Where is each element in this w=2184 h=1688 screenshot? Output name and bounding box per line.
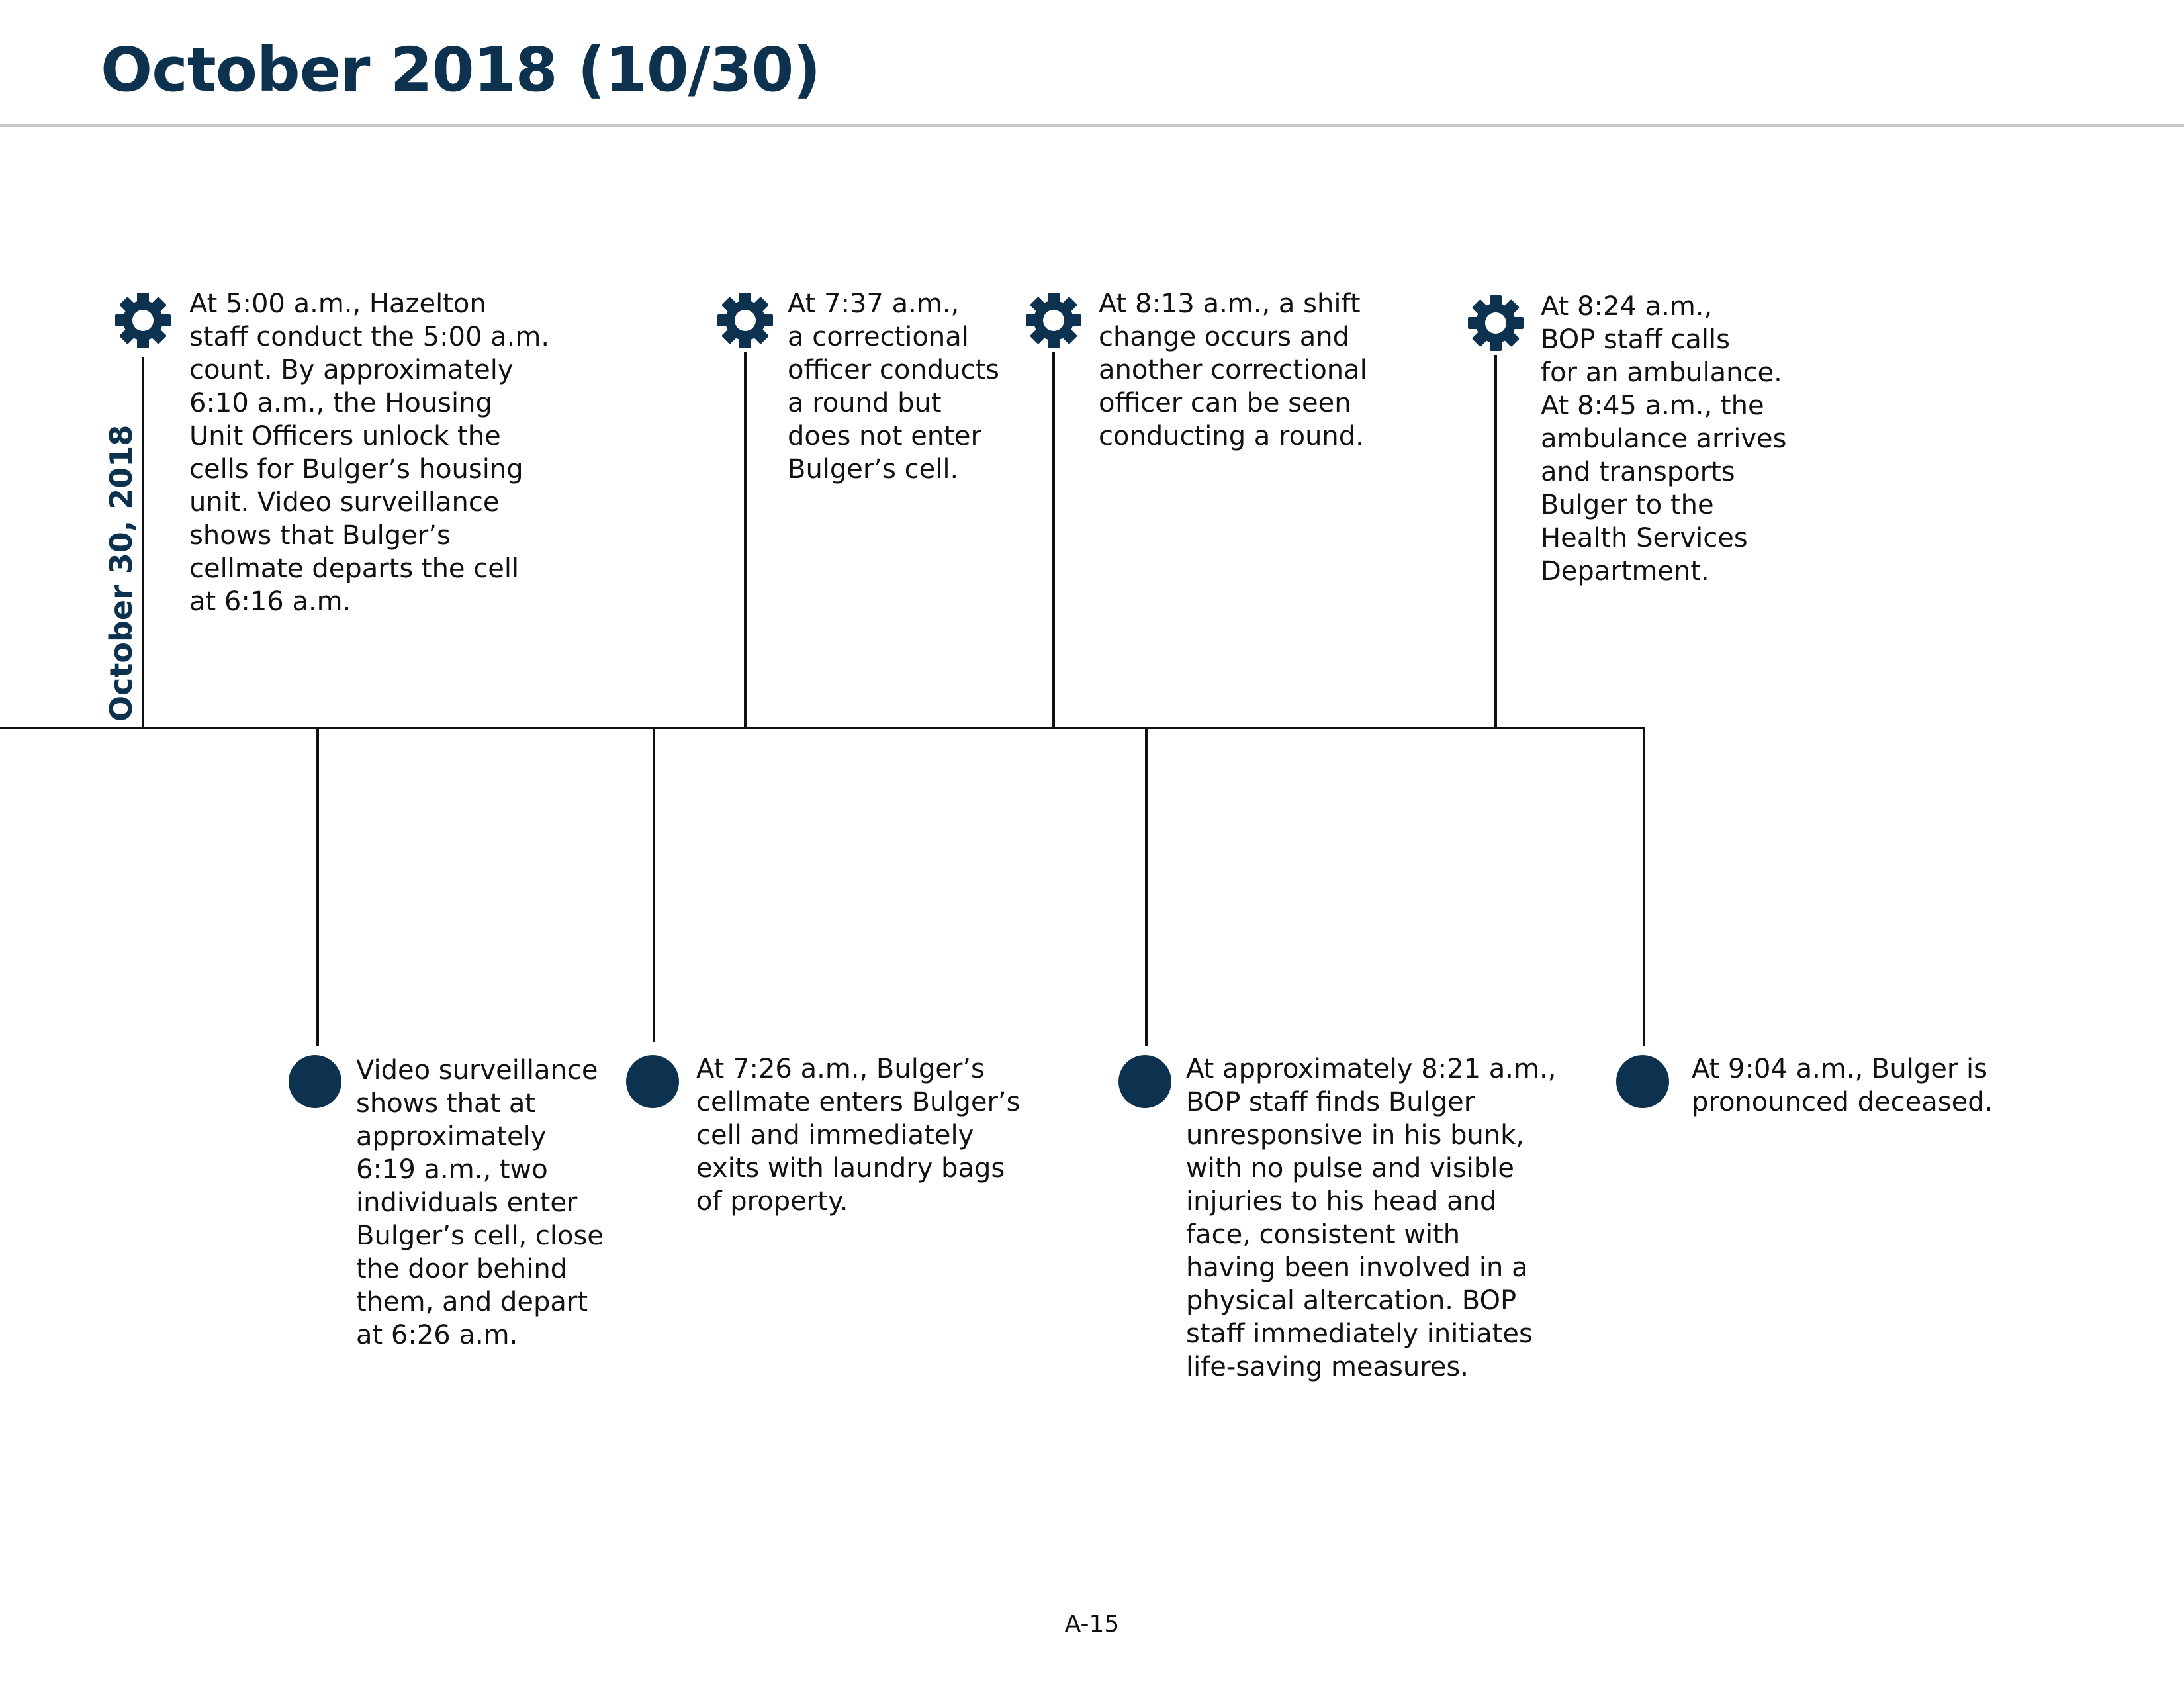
page-number: A-15 bbox=[1064, 1611, 1120, 1638]
gear-icon bbox=[114, 291, 172, 350]
event-text: At 7:26 a.m., Bulger’s cellmate enters Bulger’s cell and immediately exits with laundry bags of property. bbox=[696, 1054, 1021, 1217]
event-stem bbox=[653, 728, 655, 1042]
page-title: October 2018 (10/30) bbox=[101, 34, 821, 105]
event-stem bbox=[316, 728, 319, 1046]
event-text: At 5:00 a.m., Hazelton staff conduct the 5:00 a.m. count. By approximately 6:10 a.m., the Housing Unit Officers unlock the cells for Bulger’s housing unit. Video surveillance shows that Bulger’s cellmate departs the cell at 6:16 a.m. bbox=[189, 289, 550, 617]
event-text: At 8:24 a.m., BOP staff calls for an ambulance. At 8:45 a.m., the ambulance arrives and transports Bulger to the Health Services Department. bbox=[1541, 291, 1787, 586]
circle-marker bbox=[289, 1055, 341, 1108]
event-text: At 8:13 a.m., a shift change occurs and another correctional officer can be seen conducting a round. bbox=[1099, 289, 1367, 451]
event-stem bbox=[142, 357, 144, 728]
title-divider bbox=[0, 124, 2184, 127]
event-text: At 9:04 a.m., Bulger is pronounced deceased. bbox=[1692, 1054, 1993, 1117]
gear-icon bbox=[1467, 294, 1525, 352]
event-text: At approximately 8:21 a.m., BOP staff finds Bulger unresponsive in his bunk, with no pulse and visible injuries to his head and face, consistent with having been involved in a physical altercation. BOP staff immediately initiates life-saving measures. bbox=[1186, 1054, 1557, 1382]
gear-icon bbox=[716, 291, 774, 350]
event-text: At 7:37 a.m., a correctional officer conducts a round but does not enter Bulger’s cell. bbox=[788, 289, 999, 485]
circle-marker bbox=[626, 1055, 679, 1108]
event-stem bbox=[1643, 728, 1645, 1046]
event-stem bbox=[1494, 355, 1497, 728]
event-text: Video surveillance shows that at approximately 6:19 a.m., two individuals enter Bulger’s cell, close the door behind them, and depart at 6:26 a.m. bbox=[356, 1055, 604, 1350]
event-stem bbox=[1145, 728, 1148, 1046]
event-stem bbox=[1052, 352, 1055, 728]
timeline-axis bbox=[0, 727, 1645, 729]
date-label: October 30, 2018 bbox=[103, 424, 139, 722]
circle-marker bbox=[1118, 1055, 1171, 1108]
circle-marker bbox=[1616, 1055, 1669, 1108]
event-stem bbox=[744, 352, 747, 728]
